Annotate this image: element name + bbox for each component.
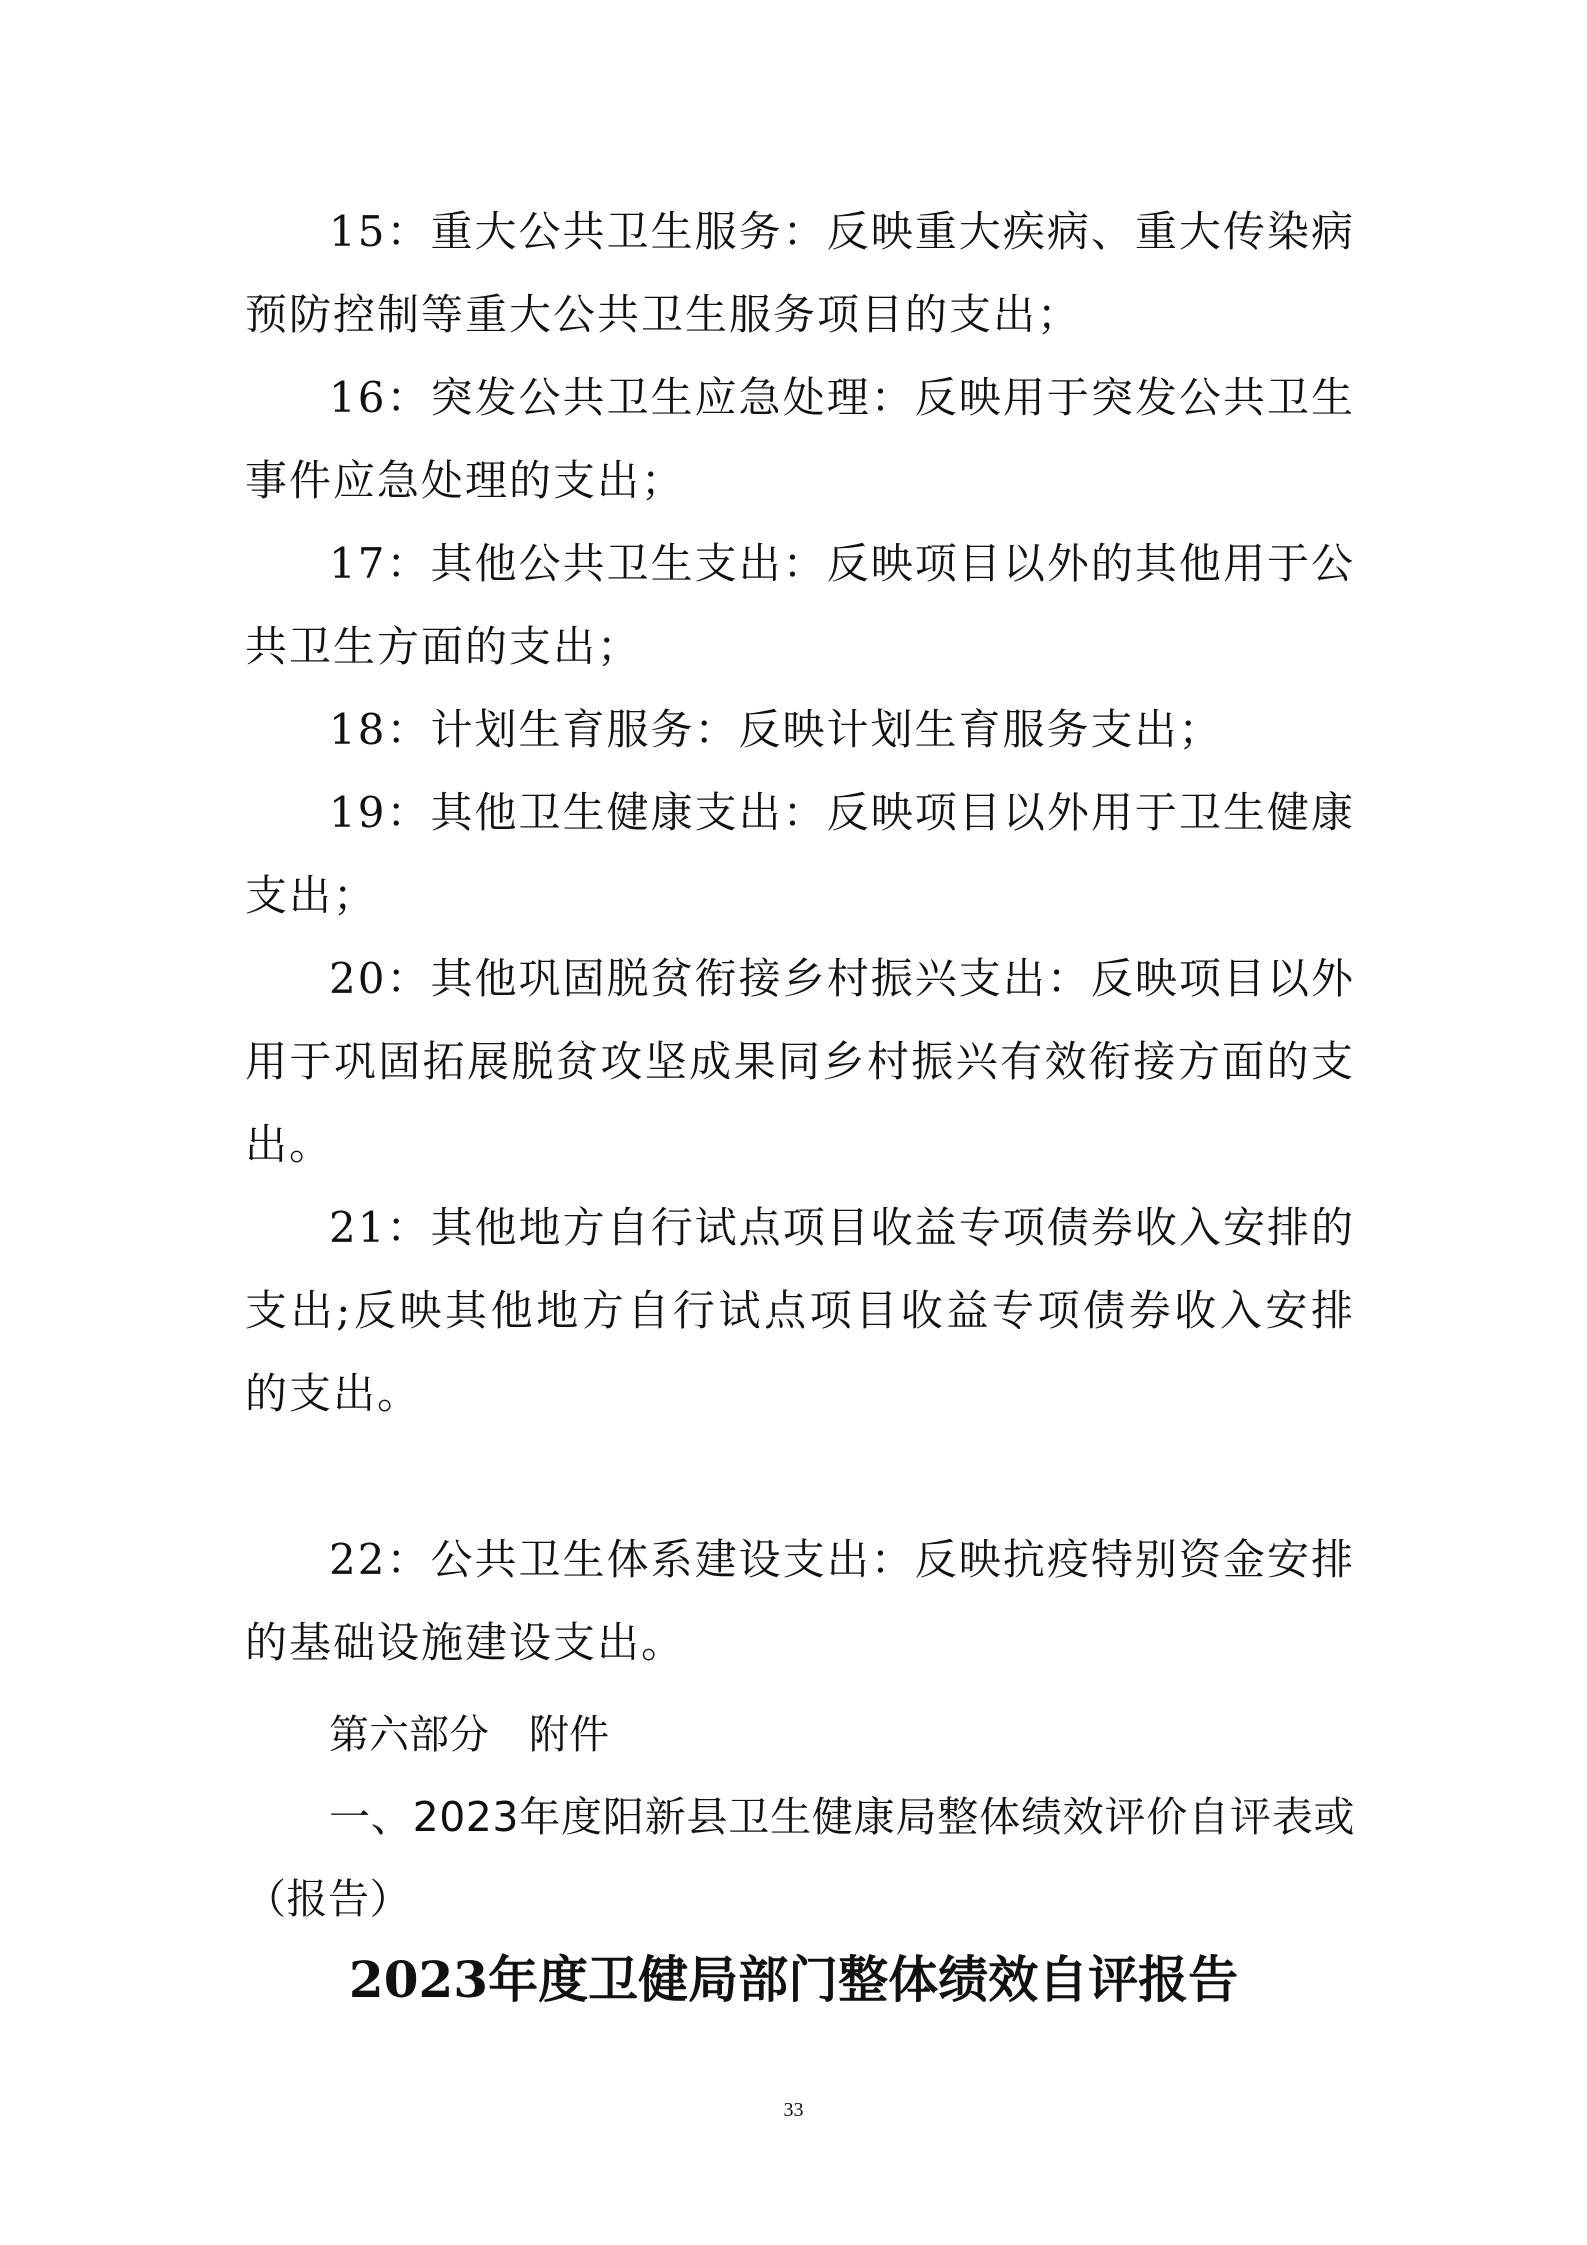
part-heading: 第六部分 附件: [329, 1712, 609, 1758]
paragraph-item-19: 19：其他卫生健康支出：反映项目以外用于卫生健康支出；: [245, 788, 1355, 920]
paragraph-item-22: 22：公共卫生体系建设支出：反映抗疫特别资金安排的基础设施建设支出。: [245, 1535, 1355, 1667]
body-text: [245, 190, 1355, 1684]
paragraph-item-20: 20：其他巩固脱贫衔接乡村振兴支出：反映项目以外用于巩固拓展脱贫攻坚成果同乡村振兴有效衔接方面的支出。: [245, 954, 1355, 1169]
paragraph-spacer: [245, 1435, 1355, 1518]
attachment-heading: 一、2023年度阳新县卫生健康局整体绩效评价自评表或（报告）: [245, 1793, 1355, 1923]
page-number: 33: [783, 2099, 804, 2121]
paragraph-item-16: 16：突发公共卫生应急处理：反映用于突发公共卫生事件应急处理的支出；: [245, 373, 1355, 505]
paragraph-item-15: 15：重大公共卫生服务：反映重大疾病、重大传染病预防控制等重大公共卫生服务项目的支出；: [245, 207, 1355, 339]
paragraph-item-17: 17：其他公共卫生支出：反映项目以外的其他用于公共卫生方面的支出；: [245, 539, 1355, 671]
report-title: 2023年度卫健局部门整体绩效自评报告: [348, 1950, 1239, 2009]
paragraph-item-21: 21：其他地方自行试点项目收益专项债券收入安排的支出;反映其他地方自行试点项目收益专项债券收入安排的支出。: [245, 1203, 1355, 1418]
paragraph-item-18: 18：计划生育服务：反映计划生育服务支出；: [329, 705, 1223, 754]
